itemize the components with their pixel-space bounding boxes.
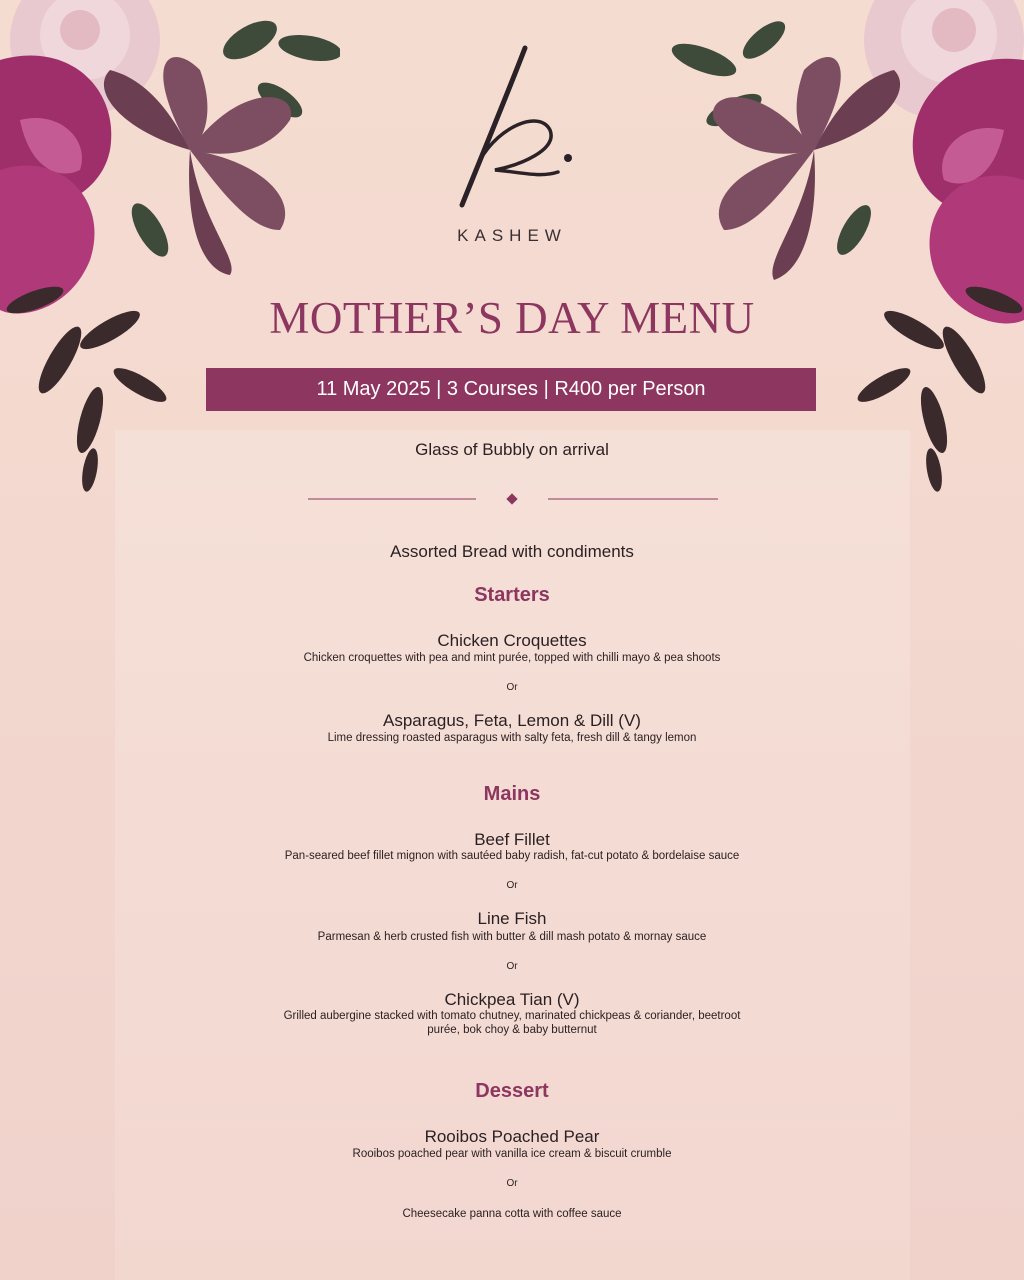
or-separator: Or (506, 961, 518, 972)
or-separator: Or (506, 682, 518, 693)
magenta-flower (913, 59, 1024, 324)
diamond-icon (506, 493, 517, 504)
lily-flower (713, 57, 900, 280)
arrival-note: Glass of Bubbly on arrival (415, 440, 609, 459)
dish-name: Line Fish (477, 909, 547, 928)
dish-description: Chicken croquettes with pea and mint purée, topped with chilli mayo & pea shoots (303, 652, 721, 664)
dish-description: Cheesecake panna cotta with coffee sauce (402, 1208, 622, 1220)
dessert-heading: Dessert (475, 1080, 549, 1102)
dish-description: Lime dressing roasted asparagus with salty feta, fresh dill & tangy lemon (327, 732, 697, 744)
dish-name: Beef Fillet (474, 830, 550, 849)
bread-course: Assorted Bread with condiments (390, 542, 634, 561)
mains-heading: Mains (483, 783, 541, 805)
dish-name: Chicken Croquettes (437, 631, 587, 650)
dish-name: Rooibos Poached Pear (424, 1127, 600, 1146)
brand-name: KASHEW (457, 226, 567, 245)
or-separator: Or (506, 880, 518, 891)
dish-description: Parmesan & herb crusted fish with butter & dill mash potato & mornay sauce (317, 931, 707, 943)
floral-decoration-right (664, 0, 1024, 500)
floral-decoration-left (0, 0, 340, 500)
dish-description: Pan-seared beef fillet mignon with sautéed baby radish, fat-cut potato & bordelaise sauce (284, 850, 740, 862)
magenta-flower (0, 56, 111, 314)
section-divider (308, 490, 718, 508)
starters-heading: Starters (474, 584, 550, 606)
dish-description: purée, bok choy & baby butternut (427, 1024, 597, 1036)
dish-name: Asparagus, Feta, Lemon & Dill (V) (383, 711, 641, 730)
or-separator: Or (506, 1178, 518, 1189)
dish-description: Rooibos poached pear with vanilla ice cream & biscuit crumble (352, 1148, 672, 1160)
kashew-logo-icon (440, 40, 590, 210)
page-title: MOTHER’S DAY MENU (269, 293, 755, 343)
dish-name: Chickpea Tian (V) (444, 990, 580, 1009)
date-price-banner: 11 May 2025 | 3 Courses | R400 per Person (206, 368, 816, 411)
dish-description: Grilled aubergine stacked with tomato chutney, marinated chickpeas & coriander, beetroot (283, 1010, 741, 1022)
